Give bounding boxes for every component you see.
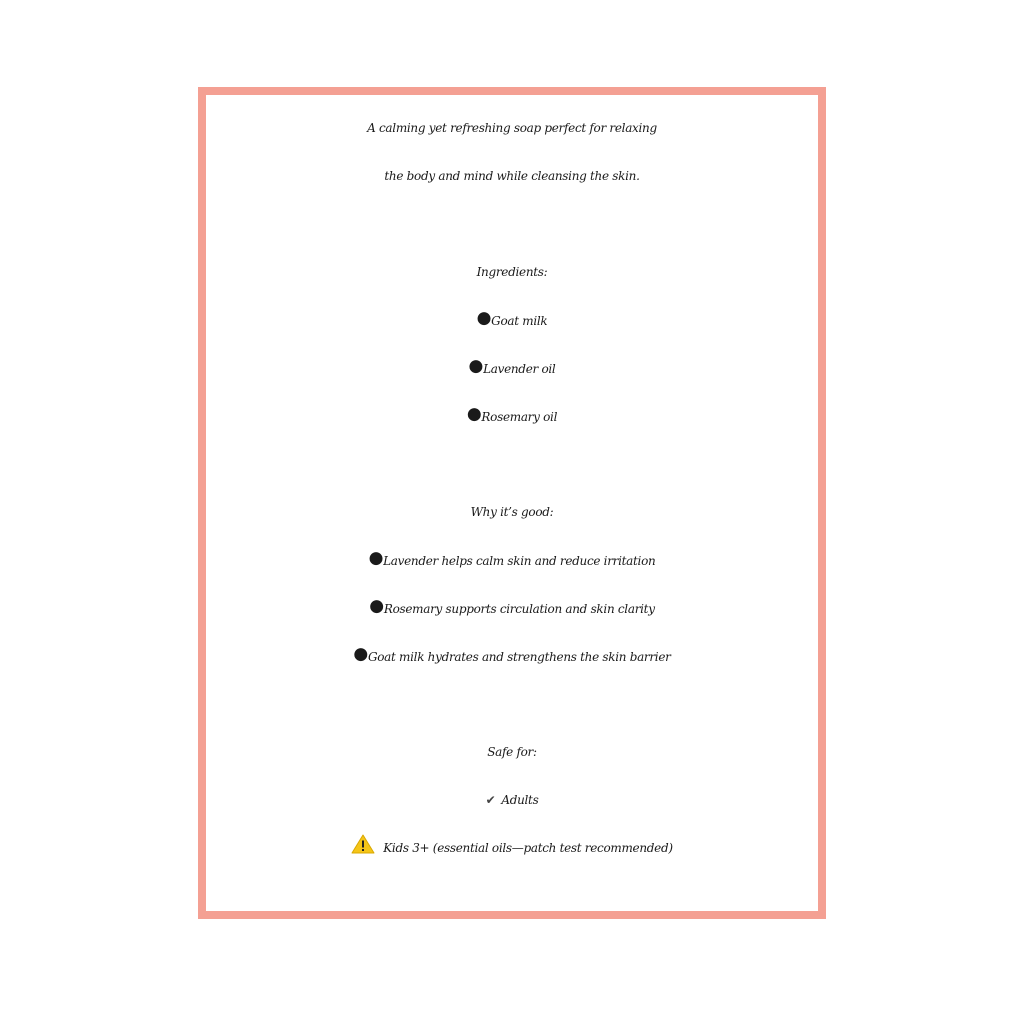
ingredient-item <box>206 296 818 344</box>
ingredient-item <box>206 344 818 392</box>
spacer <box>206 680 818 728</box>
safety-adults <box>206 776 818 824</box>
safety-kids <box>206 824 818 872</box>
benefit-label: Goat milk hydrates and strengthens the skin barrier <box>367 650 671 664</box>
ingredient-item <box>206 392 818 440</box>
adults-label: Adults <box>501 793 539 807</box>
warning-icon <box>351 834 375 854</box>
bullet-icon: ● <box>466 404 482 424</box>
ingredient-label: Rosemary oil <box>481 410 558 424</box>
benefits-heading: Why it’s good: <box>470 505 554 519</box>
description-line-1: A calming yet refreshing soap perfect for relaxing <box>367 121 657 135</box>
ingredient-label: Lavender oil <box>483 362 556 376</box>
safety-heading: Safe for: <box>487 745 537 759</box>
description-line-2: the body and mind while cleansing the skin. <box>384 169 640 183</box>
bullet-icon: ● <box>468 356 484 376</box>
benefit-label: Rosemary supports circulation and skin clarity <box>383 602 655 616</box>
bullet-icon: ● <box>353 644 368 664</box>
bullet-icon: ● <box>369 596 384 616</box>
spacer <box>206 200 818 248</box>
check-icon: ✔ <box>485 793 496 807</box>
ingredients-heading: Ingredients: <box>476 265 548 279</box>
kids-label: Kids 3+ (essential oils—patch test recommended) <box>383 841 673 855</box>
spacer <box>206 440 818 488</box>
benefit-item <box>206 536 818 584</box>
card-content <box>206 95 818 872</box>
benefit-item <box>206 584 818 632</box>
bullet-icon: ● <box>368 548 384 568</box>
bullet-icon: ● <box>476 308 492 328</box>
ingredient-label: Goat milk <box>491 314 548 328</box>
benefit-label: Lavender helps calm skin and reduce irritation <box>383 554 656 568</box>
product-info-card <box>198 87 826 919</box>
benefit-item <box>206 632 818 680</box>
